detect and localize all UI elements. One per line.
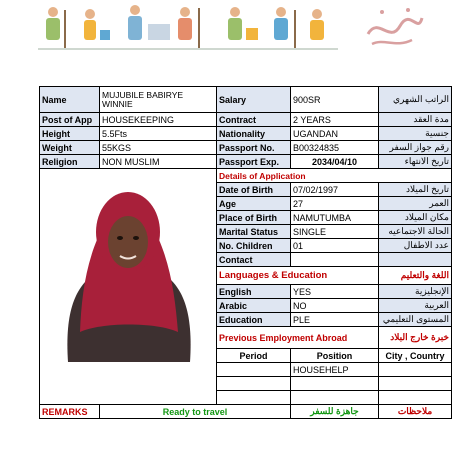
height-label: Height xyxy=(40,127,100,141)
employment-row-period xyxy=(217,377,291,391)
height-value: 5.5Fts xyxy=(100,127,217,141)
employment-row-position xyxy=(291,377,379,391)
nationality-label-ar: جنسية xyxy=(379,127,452,141)
marital-value: SINGLE xyxy=(291,225,379,239)
dob-label-ar: تاريخ الميلاد xyxy=(379,183,452,197)
dob-value: 07/02/1997 xyxy=(291,183,379,197)
remarks-label: REMARKS xyxy=(40,405,100,419)
passport-value: B00324835 xyxy=(291,141,379,155)
salary-label: Salary xyxy=(217,87,291,113)
company-logo xyxy=(360,4,430,54)
children-label-ar: عدد الاطفال xyxy=(379,239,452,253)
religion-label: Religion xyxy=(40,155,100,169)
contact-label: Contact xyxy=(217,253,291,267)
employment-row-period xyxy=(217,363,291,377)
employment-header-position: Position xyxy=(291,349,379,363)
age-label-ar: العمر xyxy=(379,197,452,211)
passport-exp-value: 2034/04/10 xyxy=(291,155,379,169)
children-value: 01 xyxy=(291,239,379,253)
remarks-label-ar: ملاحظات xyxy=(379,405,452,419)
employment-row-position xyxy=(291,391,379,405)
marital-label: Marital Status xyxy=(217,225,291,239)
employment-section-title: Previous Employment Abroad xyxy=(217,327,379,349)
education-label: Education xyxy=(217,313,291,327)
employment-row-country xyxy=(379,391,452,405)
post-value: HOUSEKEEPING xyxy=(100,113,217,127)
post-label: Post of App xyxy=(40,113,100,127)
applicant-photo xyxy=(60,172,198,362)
arabic-label: Arabic xyxy=(217,299,291,313)
application-section-title: Details of Application xyxy=(217,169,452,183)
english-value: YES xyxy=(291,285,379,299)
marital-label-ar: الحالة الاجتماعيه xyxy=(379,225,452,239)
employment-row-country xyxy=(379,377,452,391)
contract-label: Contract xyxy=(217,113,291,127)
employment-row-country xyxy=(379,363,452,377)
education-label-ar: المستوى التعليمي xyxy=(379,313,452,327)
employment-header-period: Period xyxy=(217,349,291,363)
weight-value: 55KGS xyxy=(100,141,217,155)
pob-label-ar: مكان الميلاد xyxy=(379,211,452,225)
contact-label-ar xyxy=(379,253,452,267)
name-label: Name xyxy=(40,87,100,113)
arabic-value: NO xyxy=(291,299,379,313)
contact-value xyxy=(291,253,379,267)
english-label: English xyxy=(217,285,291,299)
pob-label: Place of Birth xyxy=(217,211,291,225)
employment-row-position: HOUSEHELP xyxy=(291,363,379,377)
employment-row-period xyxy=(217,391,291,405)
contract-label-ar: مدة العقد xyxy=(379,113,452,127)
passport-exp-label: Passport Exp. xyxy=(217,155,291,169)
employment-header-city-country: City , Country xyxy=(379,349,452,363)
age-label: Age xyxy=(217,197,291,211)
religion-value: NON MUSLIM xyxy=(100,155,217,169)
remarks-value: Ready to travel xyxy=(100,405,291,419)
pob-value: NAMUTUMBA xyxy=(291,211,379,225)
english-label-ar: الإنجليزية xyxy=(379,285,452,299)
age-value: 27 xyxy=(291,197,379,211)
passport-exp-label-ar: تاريخ الانتهاء xyxy=(379,155,452,169)
weight-label: Weight xyxy=(40,141,100,155)
salary-label-ar: الراتب الشهري xyxy=(379,87,452,113)
salary-value: 900SR xyxy=(291,87,379,113)
languages-section-title-ar: اللغة والتعليم xyxy=(379,267,452,285)
remarks-value-ar: جاهزة للسفر xyxy=(291,405,379,419)
dob-label: Date of Birth xyxy=(217,183,291,197)
nationality-label: Nationality xyxy=(217,127,291,141)
education-value: PLE xyxy=(291,313,379,327)
nationality-value: UGANDAN xyxy=(291,127,379,141)
languages-section-title: Languages & Education xyxy=(217,267,379,285)
children-label: No. Children xyxy=(217,239,291,253)
contract-value: 2 YEARS xyxy=(291,113,379,127)
cleaning-staff-banner xyxy=(38,0,338,56)
passport-label-ar: رقم جواز السفر xyxy=(379,141,452,155)
name-value: MUJUBILE BABIRYE WINNIE xyxy=(100,87,217,113)
passport-label: Passport No. xyxy=(217,141,291,155)
arabic-label-ar: العربية xyxy=(379,299,452,313)
employment-section-title-ar: خبرة خارج البلاد xyxy=(379,327,452,349)
